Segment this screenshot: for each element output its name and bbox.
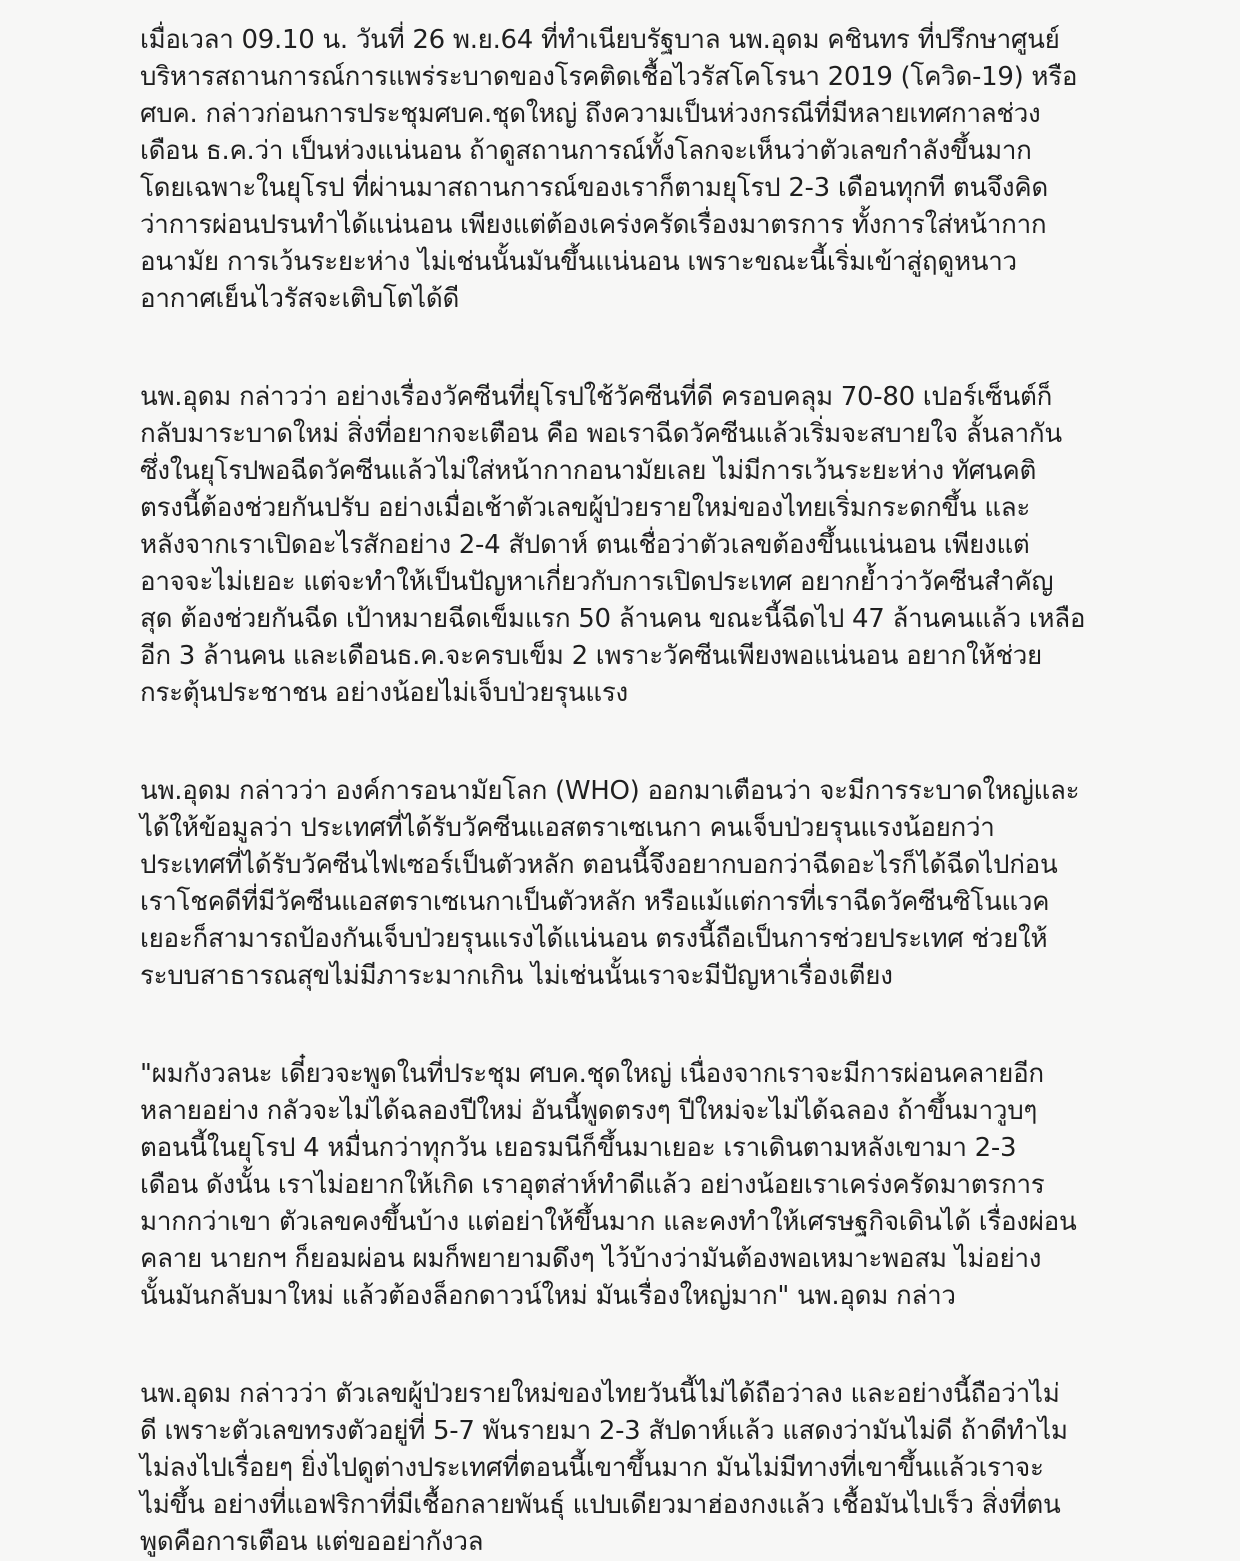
text-line: เยอะก็สามารถป้องกันเจ็บป่วยรุนแรงได้แน่นอน ตรงนี้ถือเป็นการช่วยประเทศ ช่วยให้ <box>140 924 1048 954</box>
text-line: ระบบสาธารณสุขไม่มีภาระมากเกิน ไม่เช่นนั้นเราจะมีปัญหาเรื่องเตียง <box>140 961 893 991</box>
text-line: อนามัย การเว้นระยะห่าง ไม่เช่นนั้นมันขึ้นแน่นอน เพราะขณะนี้เริ่มเข้าสู่ฤดูหนาว <box>140 247 1017 277</box>
text-line: หลังจากเราเปิดอะไรสักอย่าง 2-4 สัปดาห์ ตนเชื่อว่าตัวเลขต้องขึ้นแน่นอน เพียงแต่ <box>140 530 1030 560</box>
text-line: ซึ่งในยุโรปพอฉีดวัคซีนแล้วไม่ใส่หน้ากากอนามัยเลย ไม่มีการเว้นระยะห่าง ทัศนคติ <box>140 456 1037 486</box>
text-line: เดือน ดังนั้น เราไม่อยากให้เกิด เราอุตส่าห์ทำดีแล้ว อย่างน้อยเราเคร่งครัดมาตรการ <box>140 1170 1045 1200</box>
text-line: ไม่ลงไปเรื่อยๆ ยิ่งไปดูต่างประเทศที่ตอนนี้เขาขึ้นมาก มันไม่มีทางที่เขาขึ้นแล้วเราจะ <box>140 1453 1044 1483</box>
text-line: กระตุ้นประชาชน อย่างน้อยไม่เจ็บป่วยรุนแรง <box>140 678 628 708</box>
paragraph-1 <box>140 22 1100 318</box>
text-line: อีก 3 ล้านคน และเดือนธ.ค.จะครบเข็ม 2 เพราะวัคซีนเพียงพอแน่นอน อยากให้ช่วย <box>140 641 1042 671</box>
text-line: นพ.อุดม กล่าวว่า อย่างเรื่องวัคซีนที่ยุโรปใช้วัคซีนที่ดี ครอบคลุม 70-80 เปอร์เซ็นต์ก็ <box>140 382 1053 412</box>
text-line: มากกว่าเขา ตัวเลขคงขึ้นบ้าง แต่อย่าให้ขึ้นมาก และคงทำให้เศรษฐกิจเดินได้ เรื่องผ่อน <box>140 1207 1077 1237</box>
text-line: ตอนนี้ในยุโรป 4 หมื่นกว่าทุกวัน เยอรมนีก็ขึ้นมาเยอะ เราเดินตามหลังเขามา 2-3 <box>140 1133 1017 1163</box>
text-line: ดี เพราะตัวเลขทรงตัวอยู่ที่ 5-7 พันรายมา 2-3 สัปดาห์แล้ว แสดงว่ามันไม่ดี ถ้าดีทำไม <box>140 1416 1068 1446</box>
text-line: อากาศเย็นไวรัสจะเติบโตได้ดี <box>140 284 460 314</box>
text-line: กลับมาระบาดใหม่ สิ่งที่อยากจะเตือน คือ พอเราฉีดวัคซีนแล้วเริ่มจะสบายใจ ลั้นลากัน <box>140 419 1062 449</box>
text-line: พูดคือการเตือน แต่ขออย่ากังวล <box>140 1527 484 1557</box>
text-line: เดือน ธ.ค.ว่า เป็นห่วงแน่นอน ถ้าดูสถานการณ์ทั้งโลกจะเห็นว่าตัวเลขกำลังขึ้นมาก <box>140 136 1032 166</box>
text-line: ได้ให้ข้อมูลว่า ประเทศที่ได้รับวัคซีนแอสตราเซเนกา คนเจ็บป่วยรุนแรงน้อยกว่า <box>140 813 995 843</box>
text-line: โดยเฉพาะในยุโรป ที่ผ่านมาสถานการณ์ของเราก็ตามยุโรป 2-3 เดือนทุกที ตนจึงคิด <box>140 173 1048 203</box>
paragraph-5 <box>140 1376 1100 1561</box>
text-line: ศบค. กล่าวก่อนการประชุมศบค.ชุดใหญ่ ถึงความเป็นห่วงกรณีที่มีหลายเทศกาลช่วง <box>140 99 1041 129</box>
text-line: เราโชคดีที่มีวัคซีนแอสตราเซเนกาเป็นตัวหลัก หรือแม้แต่การที่เราฉีดวัคซีนซิโนแวค <box>140 887 1050 917</box>
paragraph-4-quote <box>140 1056 1100 1315</box>
text-line: ตรงนี้ต้องช่วยกันปรับ อย่างเมื่อเช้าตัวเลขผู้ป่วยรายใหม่ของไทยเริ่มกระดกขึ้น และ <box>140 493 1031 523</box>
text-line: นพ.อุดม กล่าวว่า ตัวเลขผู้ป่วยรายใหม่ของไทยวันนี้ไม่ได้ถือว่าลง และอย่างนี้ถือว่าไม่ <box>140 1379 1060 1409</box>
text-line: ว่าการผ่อนปรนทำได้แน่นอน เพียงแต่ต้องเคร่งครัดเรื่องมาตรการ ทั้งการใส่หน้ากาก <box>140 210 1047 240</box>
paragraph-2 <box>140 379 1100 712</box>
text-line: หลายอย่าง กลัวจะไม่ได้ฉลองปีใหม่ อันนี้พูดตรงๆ ปีใหม่จะไม่ได้ฉลอง ถ้าขึ้นมาวูบๆ <box>140 1096 1038 1126</box>
text-line: ประเทศที่ได้รับวัคซีนไฟเซอร์เป็นตัวหลัก ตอนนี้จึงอยากบอกว่าฉีดอะไรก็ได้ฉีดไปก่อน <box>140 850 1058 880</box>
article-body <box>140 22 1100 1561</box>
text-line: "ผมกังวลนะ เดี๋ยวจะพูดในที่ประชุม ศบค.ชุดใหญ่ เนื่องจากเราจะมีการผ่อนคลายอีก <box>140 1059 1044 1089</box>
text-line: ไม่ขึ้น อย่างที่แอฟริกาที่มีเชื้อกลายพันธุ์ แปบเดียวมาฮ่องกงแล้ว เชื้อมันไปเร็ว สิ่งที่ตน <box>140 1490 1061 1520</box>
text-line: นั้นมันกลับมาใหม่ แล้วต้องล็อกดาวน์ใหม่ มันเรื่องใหญ่มาก" นพ.อุดม กล่าว <box>140 1281 956 1311</box>
text-line: สุด ต้องช่วยกันฉีด เป้าหมายฉีดเข็มแรก 50 ล้านคน ขณะนี้ฉีดไป 47 ล้านคนแล้ว เหลือ <box>140 604 1086 634</box>
text-line: เมื่อเวลา 09.10 น. วันที่ 26 พ.ย.64 ที่ทำเนียบรัฐบาล นพ.อุดม คชินทร ที่ปรึกษาศูนย์ <box>140 25 1060 55</box>
paragraph-3 <box>140 773 1100 995</box>
text-line: นพ.อุดม กล่าวว่า องค์การอนามัยโลก (WHO) ออกมาเตือนว่า จะมีการระบาดใหญ่และ <box>140 776 1080 806</box>
text-line: คลาย นายกฯ ก็ยอมผ่อน ผมก็พยายามดึงๆ ไว้บ้างว่ามันต้องพอเหมาะพอสม ไม่อย่าง <box>140 1244 1042 1274</box>
text-line: อาจจะไม่เยอะ แต่จะทำให้เป็นปัญหาเกี่ยวกับการเปิดประเทศ อยากย้ำว่าวัคซีนสำคัญ <box>140 567 1054 597</box>
text-line: บริหารสถานการณ์การแพร่ระบาดของโรคติดเชื้อไวรัสโคโรนา 2019 (โควิด-19) หรือ <box>140 62 1078 92</box>
